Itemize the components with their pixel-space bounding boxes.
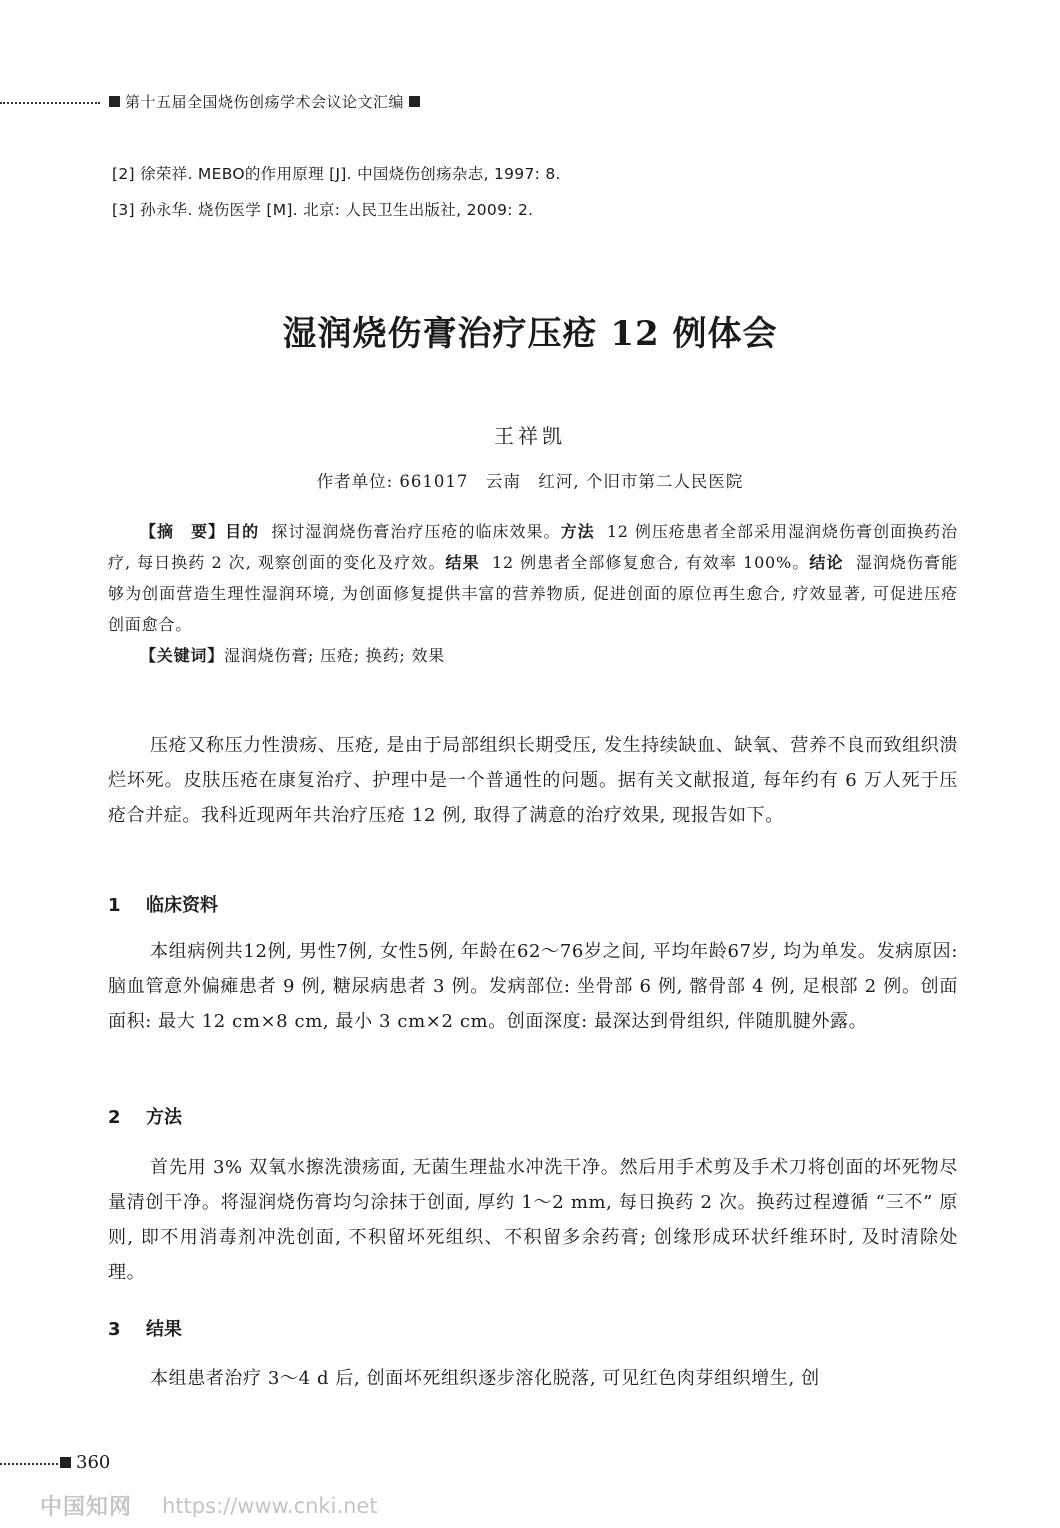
abstract-paragraph bbox=[108, 516, 958, 640]
section-title: 结果 bbox=[146, 1319, 182, 1340]
page-footer bbox=[0, 1450, 110, 1474]
watermark-logo: 中国知网 bbox=[40, 1495, 133, 1520]
square-bullet-icon bbox=[109, 96, 120, 107]
method-text: 12 例压疮患者全部采用湿润烧伤膏创面换药治疗, 每日换药 2 次, 观察创面的变化及疗效。 bbox=[108, 522, 958, 572]
watermark-url: https://www.cnki.net bbox=[162, 1493, 378, 1518]
section-heading bbox=[108, 1103, 182, 1129]
abstract-label: 【摘 要】 bbox=[140, 522, 226, 541]
reference-item: [2] 徐荣祥. MEBO的作用原理 [J]. 中国烧伤创疡杂志, 1997: 8. bbox=[112, 165, 561, 183]
journal-title: 第十五届全国烧伤创疡学术会议论文汇编 bbox=[125, 92, 405, 111]
keywords-paragraph bbox=[108, 640, 958, 671]
method-label: 方法 bbox=[560, 522, 595, 541]
purpose-text: 探讨湿润烧伤膏治疗压疮的临床效果。 bbox=[271, 522, 561, 541]
keywords-text: 湿润烧伤膏; 压疮; 换药; 效果 bbox=[224, 646, 446, 665]
section-heading bbox=[108, 1315, 182, 1341]
section-heading bbox=[108, 891, 218, 917]
section-body bbox=[108, 934, 958, 1039]
conclusion-label: 结论 bbox=[809, 553, 844, 572]
section-number: 3 bbox=[108, 1319, 121, 1340]
reference-item: [3] 孙永华. 烧伤医学 [M]. 北京: 人民卫生出版社, 2009: 2. bbox=[112, 201, 534, 219]
keywords-label: 【关键词】 bbox=[140, 646, 225, 665]
section-paragraph: 首先用 3% 双氧水擦洗溃疡面, 无菌生理盐水冲洗干净。然后用手术剪及手术刀将创面的坏死物尽量清创干净。将湿润烧伤膏均匀涂抹于创面, 厚约 1～2 mm, 每日换药 2 次。换药过程遵循 “三不” 原则, 即不用消毒剂冲洗创面, 不积留坏死组织、不积留多余药膏; 创缘形成环状纤维环时, 及时清除处理。 bbox=[108, 1157, 958, 1283]
result-label: 结果 bbox=[445, 553, 480, 572]
square-bullet-icon bbox=[60, 1457, 71, 1468]
section-body bbox=[108, 1361, 958, 1396]
square-bullet-icon bbox=[409, 96, 420, 107]
dotted-leader bbox=[0, 1463, 58, 1465]
purpose-label: 目的 bbox=[225, 522, 260, 541]
conclusion-text: 湿润烧伤膏能够为创面营造生理性湿润环境, 为创面修复提供丰富的营养物质, 促进创面的原位再生愈合, 疗效显著, 可促进压疮创面愈合。 bbox=[108, 553, 958, 634]
section-number: 1 bbox=[108, 895, 121, 916]
article-title: 湿润烧伤膏治疗压疮 12 例体会 bbox=[282, 314, 778, 354]
section-title: 方法 bbox=[146, 1107, 182, 1128]
intro-paragraph: 压疮又称压力性溃疡、压疮, 是由于局部组织长期受压, 发生持续缺血、缺氧、营养不良而致组织溃烂坏死。皮肤压疮在康复治疗、护理中是一个普通性的问题。据有关文献报道, 每年约有 6 万人死于压疮合并症。我科近现两年共治疗压疮 12 例, 取得了满意的治疗效果, 现报告如下。 bbox=[108, 735, 958, 826]
section-paragraph: 本组患者治疗 3～4 d 后, 创面坏死组织逐步溶化脱落, 可见红色肉芽组织增生, 创 bbox=[150, 1368, 820, 1389]
section-number: 2 bbox=[108, 1107, 121, 1128]
dotted-leader bbox=[0, 102, 100, 104]
watermark bbox=[40, 1490, 378, 1521]
result-text: 12 例患者全部修复愈合, 有效率 100%。 bbox=[491, 553, 810, 572]
section-title: 临床资料 bbox=[146, 895, 218, 916]
running-header bbox=[0, 90, 425, 112]
intro-section bbox=[108, 728, 958, 833]
section-paragraph: 本组病例共12例, 男性7例, 女性5例, 年龄在62～76岁之间, 平均年龄67岁, 均为单发。发病原因: 脑血管意外偏瘫患者 9 例, 糖尿病患者 3 例。发病部位: 坐骨部 6 例, 髂骨部 4 例, 足根部 2 例。创面面积: 最大 12 cm×8 cm, 最小 3 cm×2 cm。创面深度: 最深达到骨组织, 伴随肌腱外露。 bbox=[108, 941, 958, 1032]
author-affiliation: 作者单位: 661017 云南 红河, 个旧市第二人民医院 bbox=[316, 472, 744, 491]
article-author: 王祥凯 bbox=[494, 424, 566, 448]
section-body bbox=[108, 1150, 958, 1290]
abstract bbox=[108, 516, 958, 671]
page-number: 360 bbox=[76, 1451, 111, 1473]
